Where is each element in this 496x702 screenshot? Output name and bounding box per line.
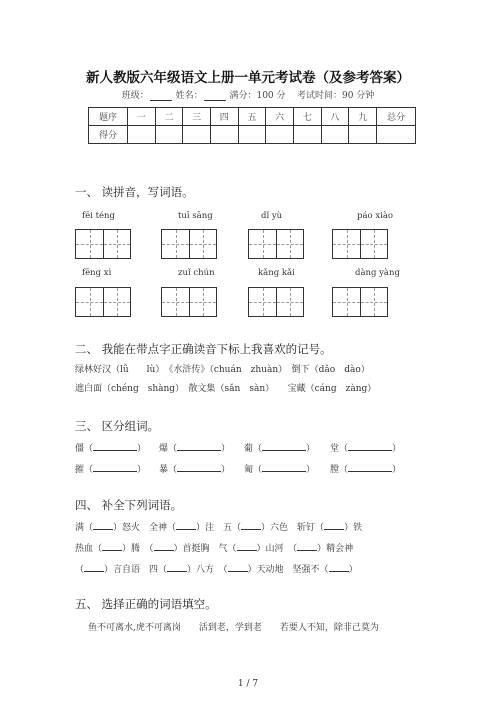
score-cell[interactable] [293,126,321,144]
compare-char: 堂 [330,444,340,454]
answer-blank[interactable] [241,520,261,530]
pinyin-4: páo xiào [357,211,394,221]
answer-blank[interactable] [93,462,137,472]
reading-line-2: 遮白面（chéng shàng） 散文集（sǎn sàn） 宝藏（cáng zàng） [75,384,377,394]
answer-blank[interactable] [177,441,221,451]
score-header-cell: 题序 [89,108,128,126]
pinyin-5: fēng xì [82,268,112,278]
score-row-label: 得分 [89,126,128,144]
page-number: 1 / 7 [237,679,259,689]
idiom-text: 热血（ [75,544,103,554]
answer-blank[interactable] [176,520,196,530]
score-header-cell: 四 [210,108,238,126]
score-header-cell: 总分 [377,108,416,126]
name-label: 姓名： [175,91,203,101]
idiom-text: ）首挺胸 气（ [173,544,237,554]
section4-heading: 四、 补全下列词语。 [75,498,183,512]
score-cell[interactable] [238,126,266,144]
idiom-text: ）天动地 坚强不（ [247,565,329,575]
score-header-cell: 五 [238,108,266,126]
idiom-line-1 [75,520,362,533]
section1-heading: 一、 读拼音，写词语。 [75,185,194,199]
compare-char: 葡 [244,444,254,454]
writing-grid[interactable] [332,287,388,317]
pinyin-6: zuǐ chún [178,268,215,278]
pinyin-8: dàng yàng [355,268,400,278]
score-table [88,107,416,144]
idiom-text: （ [75,565,85,575]
idiom-text: ）铁 [344,523,363,533]
score-header-cell: 三 [183,108,211,126]
class-blank[interactable] [150,91,172,101]
score-cell[interactable] [321,126,349,144]
class-label: 班级： [121,91,149,101]
answer-blank[interactable] [167,562,187,572]
compare-char: 僵 [75,444,85,454]
score-header-cell: 一 [128,108,156,126]
idiom-text: ）八方 （ [187,565,228,575]
exam-time: 考试时间：90 分钟 [296,91,375,101]
pinyin-7: kǎng kǎi [258,268,295,278]
idiom-text: ）怒火 全神（ [113,523,177,533]
answer-blank[interactable] [348,441,392,451]
score-cell[interactable] [377,126,416,144]
compare-char: 匍 [244,465,254,475]
answer-blank[interactable] [93,441,137,451]
idiom-text: ）山河 （ [256,544,298,554]
writing-grid[interactable] [248,287,304,317]
compare-char: 暴 [159,465,169,475]
writing-grid[interactable] [161,287,217,317]
answer-blank[interactable] [329,562,349,572]
answer-blank[interactable] [228,562,248,572]
score-cell[interactable] [266,126,294,144]
answer-blank[interactable] [177,462,221,472]
answer-blank[interactable] [93,520,113,530]
reading-line-1: 绿林好汉（lǚ lù） 《水浒传》（chuán zhuàn） 倒下（dǎo dào） [75,365,370,375]
score-header-cell: 六 [266,108,294,126]
score-cell[interactable] [183,126,211,144]
answer-blank[interactable] [348,462,392,472]
score-header-cell: 八 [321,108,349,126]
pinyin-2: tuī sāng [178,211,213,221]
name-blank[interactable] [204,91,226,101]
compare-item: 爆（ ） [159,441,230,454]
writing-grid[interactable] [75,229,131,259]
proverb-options: 鱼不可离水,虎不可离岗 活到老，学到老 若要人不知，除非己莫为 [88,623,379,633]
writing-grid[interactable] [332,229,388,259]
idiom-text: ） [348,565,358,575]
answer-blank[interactable] [102,541,122,551]
idiom-text: ）注 五（ [196,523,242,533]
score-cell[interactable] [210,126,238,144]
section2-heading: 二、 我能在带点字正确读音下标上我喜欢的记号。 [75,342,332,356]
score-header-row [89,108,416,126]
exam-info [0,88,496,101]
score-header-cell: 二 [155,108,183,126]
answer-blank[interactable] [262,441,306,451]
compare-item: 膛（ ） [330,462,401,475]
compare-item: 堂（ ） [330,441,401,454]
full-score: 满分：100 分 [229,91,286,101]
score-cell[interactable] [155,126,183,144]
compare-item: 匍（ ） [244,462,315,475]
writing-grid[interactable] [75,287,131,317]
section5-heading: 五、 选择正确的词语填空。 [75,597,217,611]
compare-item: 摧（ ） [75,462,146,475]
score-header-cell: 七 [293,108,321,126]
pinyin-1: fēi téng [82,211,115,221]
answer-blank[interactable] [84,562,104,572]
compare-item: 暴（ ） [159,462,230,475]
answer-blank[interactable] [154,541,174,551]
compare-char: 爆 [159,444,169,454]
compare-char: 膛 [330,465,340,475]
pinyin-3: dǐ yù [261,211,283,221]
compare-item: 僵（ ） [75,441,146,454]
idiom-text: ）言自语 四（ [104,565,168,575]
idiom-text: ）精会神 [317,544,354,554]
exam-title: 新人教版六年级语文上册一单元考试卷（及参考答案） [86,70,410,86]
compare-char: 摧 [75,465,85,475]
answer-blank[interactable] [262,462,306,472]
section3-heading: 三、 区分组词。 [75,419,160,433]
answer-blank[interactable] [297,541,317,551]
idiom-line-3 [75,562,358,575]
idiom-line-2 [75,541,353,554]
idiom-text: ）腾 （ [122,544,154,554]
score-header-cell: 九 [349,108,377,126]
idiom-text: 满（ [75,523,94,533]
answer-blank[interactable] [324,520,344,530]
score-cell[interactable] [349,126,377,144]
idiom-text: ）六色 斩钉（ [261,523,325,533]
answer-blank[interactable] [237,541,257,551]
score-cell[interactable] [128,126,156,144]
writing-grid[interactable] [248,229,304,259]
compare-item: 葡（ ） [244,441,315,454]
writing-grid[interactable] [161,229,217,259]
score-value-row [89,126,416,144]
